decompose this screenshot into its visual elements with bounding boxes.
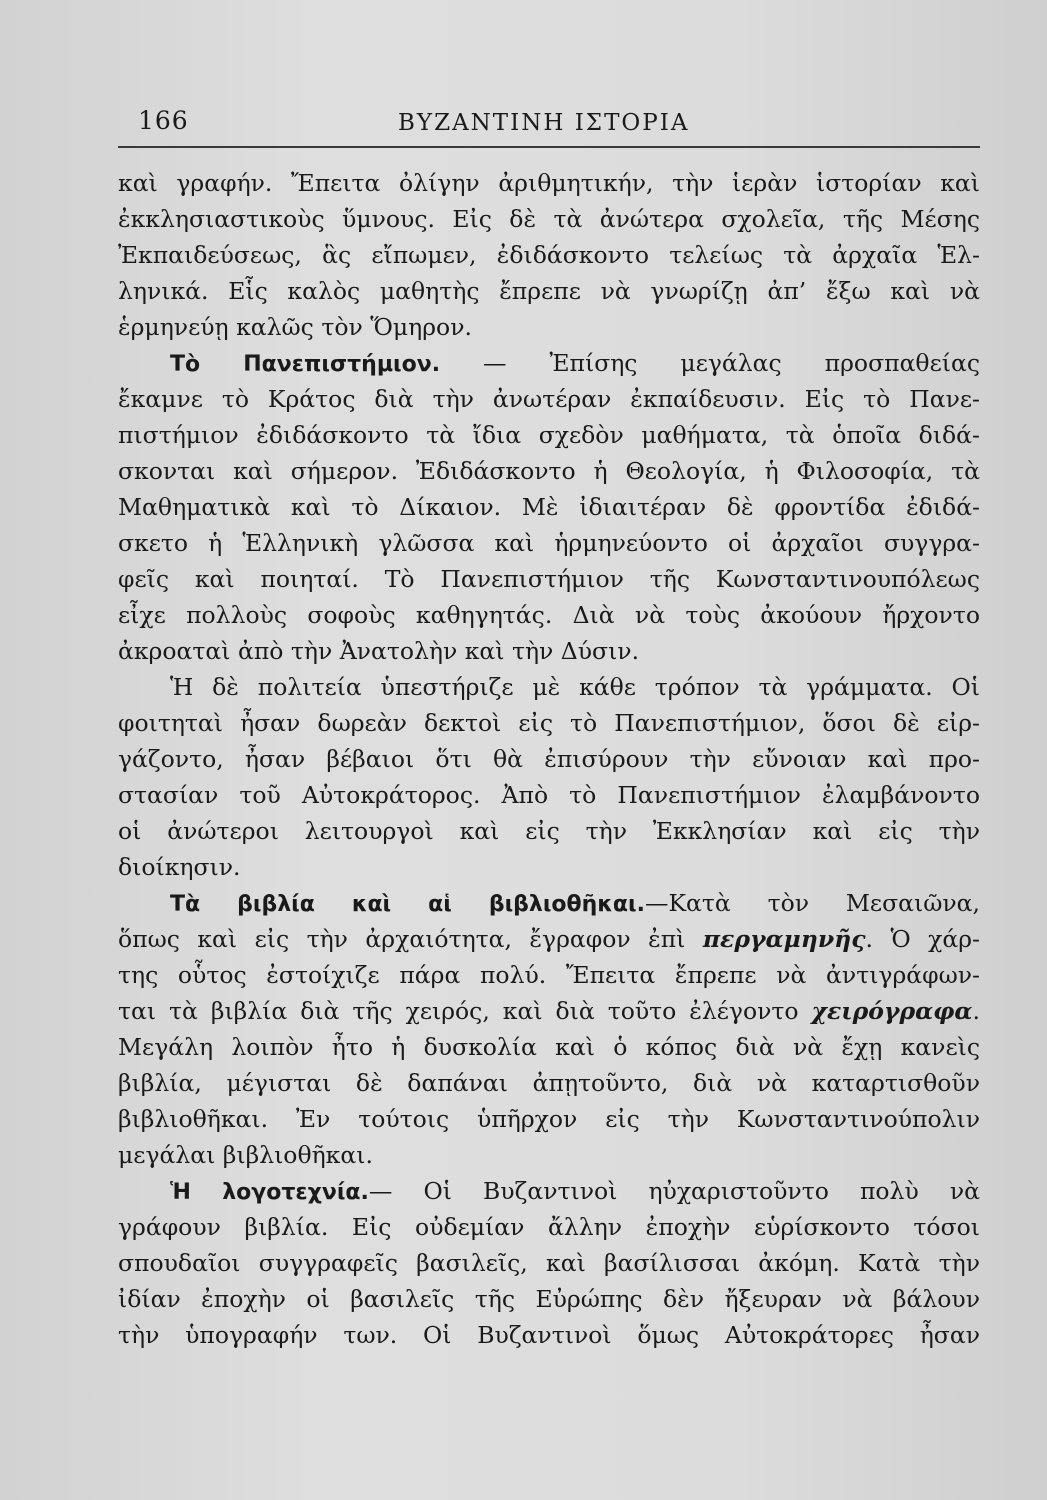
text-run: ὅπως καὶ εἰς τὴν ἀρχαιότητα, ἔγραφον ἐπὶ <box>118 925 686 953</box>
text-line <box>118 993 980 1029</box>
page-number: 166 <box>138 106 189 135</box>
text-line: καὶ γραφήν. Ἔπειτα ὀλίγην ἀριθμητικήν, τὴν ἱερὰν ἱστορίαν καὶ <box>118 169 980 197</box>
text-line: διοίκησιν. <box>118 853 241 881</box>
section-heading-books: Τὰ βιβλία καὶ αἱ βιβλιοθῆκαι. <box>170 892 645 917</box>
text-line: ἰδίαν ἐποχὴν οἱ βασιλεῖς τῆς Εὐρώπης δὲν ἤξευραν νὰ βάλουν <box>118 1285 980 1313</box>
text-line <box>118 921 980 957</box>
text-line: τὴν ὑπογραφήν των. Οἱ Βυζαντινοὶ ὅμως Αὐτοκράτορες ἦσαν <box>118 1321 980 1349</box>
text-line: γράφουν βιβλία. Εἰς οὐδεμίαν ἄλλην ἐποχὴν εὑρίσκοντο τόσοι <box>118 1213 980 1241</box>
text-line: μεγάλαι βιβλιοθῆκαι. <box>118 1141 373 1169</box>
section-heading-university: Τὸ Πανεπιστήμιον. <box>170 352 441 377</box>
text-line: γάζοντο, ἦσαν βέβαιοι ὅτι θὰ ἐπισύρουν τὴν εὔνοιαν καὶ προ- <box>118 745 980 773</box>
text-line: πιστήμιον ἐδιδάσκοντο τὰ ἴδια σχεδὸν μαθήματα, τὰ ὁποῖα διδά- <box>118 421 980 449</box>
text-line: ἀκροαταὶ ἀπὸ τὴν Ἀνατολὴν καὶ τὴν Δύσιν. <box>118 637 640 665</box>
section-heading-literature: Ἡ λογοτεχνία. <box>170 1180 369 1205</box>
text-line: βιβλία, μέγισται δὲ δαπάναι ἀπῃτοῦντο, διὰ νὰ καταρτισθοῦν <box>118 1069 980 1097</box>
emphasized-term: χειρόγραφα <box>811 997 973 1025</box>
text-line: της οὗτος ἐστοίχιζε πάρα πολύ. Ἔπειτα ἔπρεπε νὰ ἀντιγράφων- <box>118 961 980 989</box>
text-run: — Οἱ Βυζαντινοὶ ηὐχαριστοῦντο πολὺ νὰ <box>368 1177 980 1205</box>
text-line: φοιτηταὶ ἦσαν δωρεὰν δεκτοὶ εἰς τὸ Πανεπιστήμιον, ὅσοι δὲ εἰρ- <box>118 709 980 737</box>
text-line: ληνικά. Εἷς καλὸς μαθητὴς ἔπρεπε νὰ γνωρίζῃ ἀπ’ ἔξω καὶ νὰ <box>118 277 980 305</box>
text-line: ἑρμηνεύῃ καλῶς τὸν Ὅμηρον. <box>118 313 472 341</box>
text-line: ἔκαμνε τὸ Κράτος διὰ τὴν ἀνωτέραν ἐκπαίδευσιν. Εἰς τὸ Πανε- <box>118 385 980 413</box>
text-run: . Ὁ χάρ- <box>865 925 980 953</box>
text-line: σπουδαῖοι συγγραφεῖς βασιλεῖς, καὶ βασίλισσαι ἀκόμη. Κατὰ τὴν <box>118 1249 980 1277</box>
text-run: . <box>972 997 980 1025</box>
body-text <box>118 165 980 1353</box>
section-line <box>118 1173 980 1209</box>
text-line: βιβλιοθῆκαι. Ἐν τούτοις ὑπῆρχον εἰς τὴν Κωνσταντινούπολιν <box>118 1105 980 1133</box>
running-title: ΒΥΖΑΝΤΙΝΗ ΙΣΤΟΡΙΑ <box>398 110 690 136</box>
text-line: ἐκκλησιαστικοὺς ὕμνους. Εἰς δὲ τὰ ἀνώτερα σχολεῖα, τῆς Μέσης <box>118 205 980 233</box>
text-line: Ἐκπαιδεύσεως, ἃς εἴπωμεν, ἐδιδάσκοντο τελείως τὰ ἀρχαῖα Ἑλ- <box>118 241 980 269</box>
section-line <box>118 345 980 381</box>
text-line: φεῖς καὶ ποιηταί. Τὸ Πανεπιστήμιον τῆς Κωνσταντινουπόλεως <box>118 565 980 593</box>
text-line: Μεγάλη λοιπὸν ἦτο ἡ δυσκολία καὶ ὁ κόπος διὰ νὰ ἔχῃ κανεὶς <box>118 1033 980 1061</box>
text-line: οἱ ἀνώτεροι λειτουργοὶ καὶ εἰς τὴν Ἐκκλησίαν καὶ εἰς τὴν <box>118 817 980 845</box>
text-line: σκετο ἡ Ἑλληνικὴ γλῶσσα καὶ ἡρμηνεύοντο οἱ ἀρχαῖοι συγγρα- <box>118 529 980 557</box>
page-header <box>118 102 980 148</box>
text-line: στασίαν τοῦ Αὐτοκράτορος. Ἀπὸ τὸ Πανεπιστήμιον ἐλαμβάνοντο <box>118 781 980 809</box>
text-run: — Ἐπίσης μεγάλας προσπαθείας <box>483 349 980 377</box>
text-line: σκονται καὶ σήμερον. Ἐδιδάσκοντο ἡ Θεολογία, ἡ Φιλοσοφία, τὰ <box>118 457 980 485</box>
text-line: Μαθηματικὰ καὶ τὸ Δίκαιον. Μὲ ἰδιαιτέραν δὲ φροντίδα ἐδιδά- <box>118 493 980 521</box>
text-run: ται τὰ βιβλία διὰ τῆς χειρός, καὶ διὰ τοῦτο ἐλέγοντο <box>118 997 799 1025</box>
section-line <box>118 885 980 921</box>
text-line: Ἡ δὲ πολιτεία ὑπεστήριζε μὲ κάθε τρόπον τὰ γράμματα. Οἱ <box>170 673 980 701</box>
text-run: —Κατὰ τὸν Μεσαιῶνα, <box>644 889 980 917</box>
text-line: εἶχε πολλοὺς σοφοὺς καθηγητάς. Διὰ νὰ τοὺς ἀκούουν ἤρχοντο <box>118 601 980 629</box>
emphasized-term: περγαμηνῆς <box>702 925 866 953</box>
